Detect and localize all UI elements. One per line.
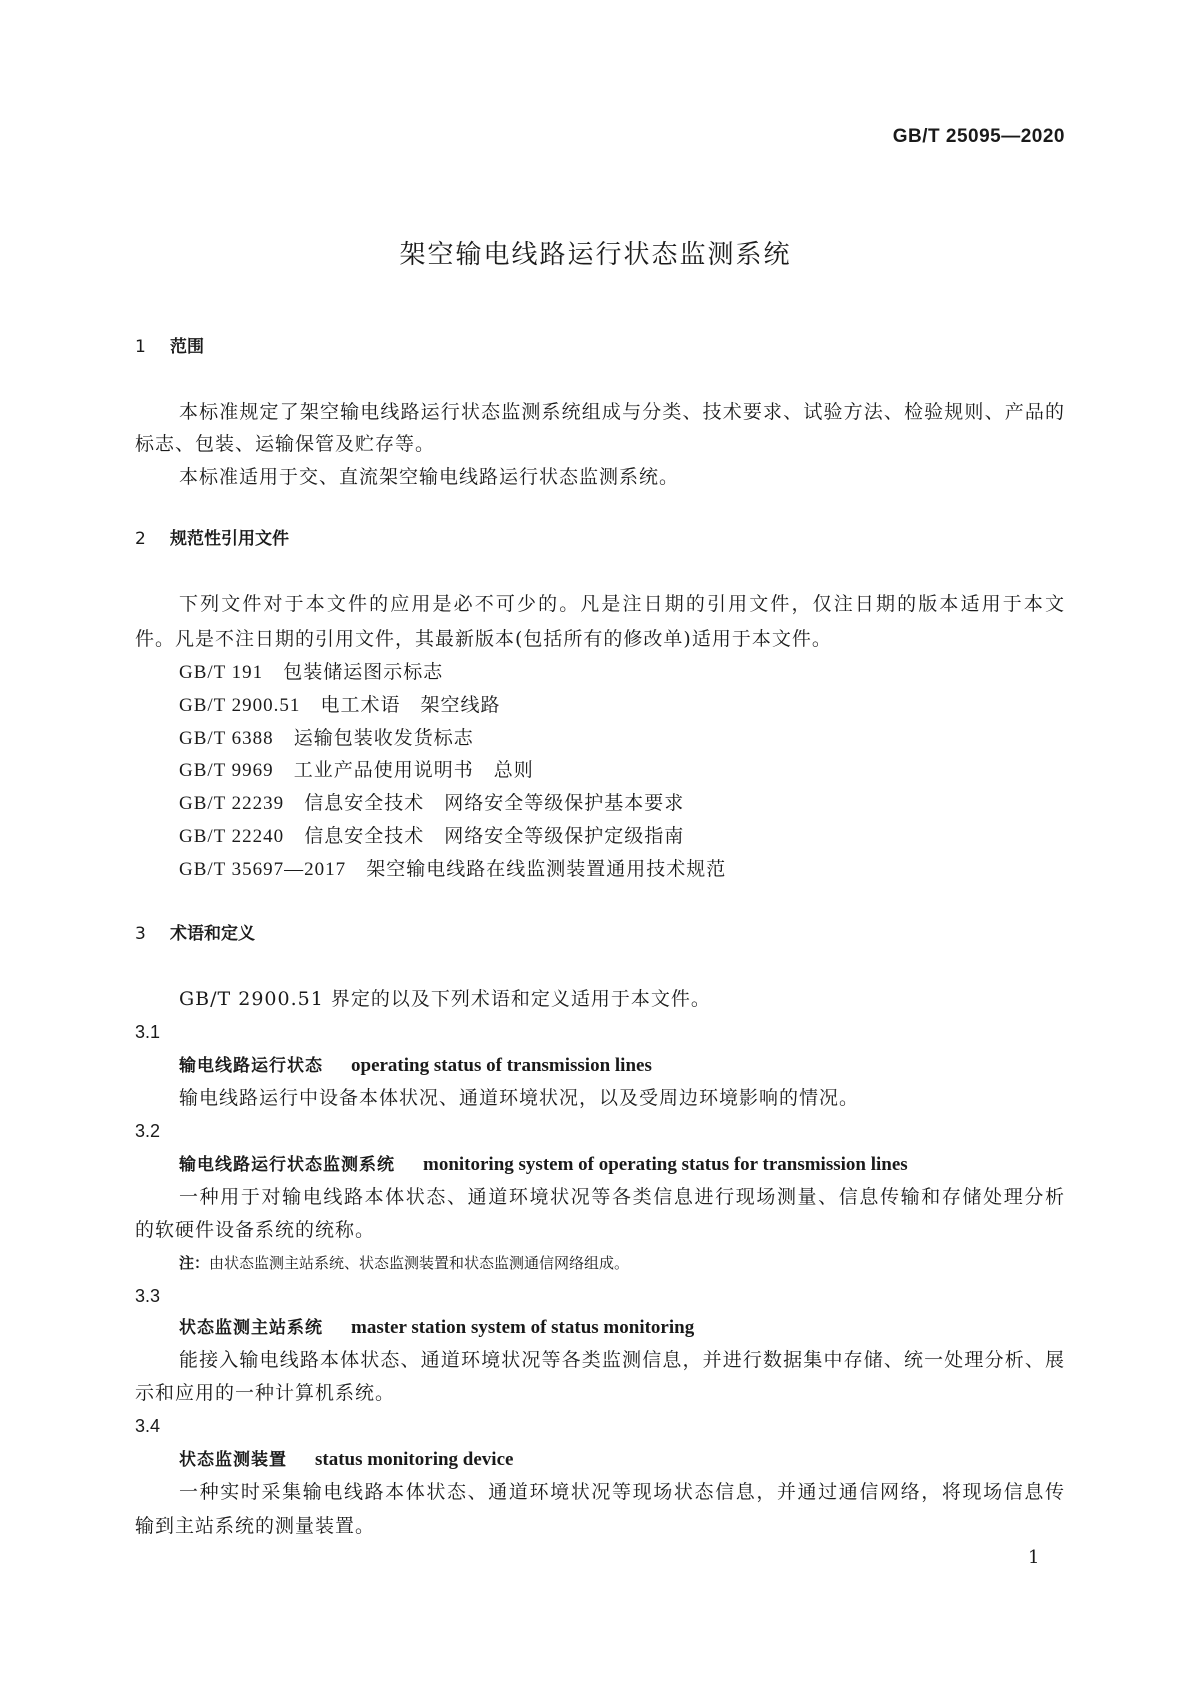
section-title: 术语和定义	[170, 924, 255, 944]
section-number: 1	[135, 337, 146, 357]
term-en: operating status of transmission lines	[351, 1055, 652, 1076]
definition-line: 输电线路运行中设备本体状况、通道环境状况，以及受周边环境影响的情况。	[179, 1087, 860, 1109]
note	[179, 1251, 629, 1275]
reference-item	[179, 790, 684, 816]
clause-number: 3.2	[135, 1121, 161, 1141]
clause-number: 3.1	[135, 1022, 161, 1042]
note-text: 由状态监测主站系统、状态监测装置和状态监测通信网络组成。	[209, 1254, 630, 1272]
reference-code: GB/T 22240	[179, 826, 285, 847]
reference-code: GB/T 6388	[179, 728, 274, 749]
term-heading	[179, 1053, 652, 1079]
section-1-heading	[135, 334, 204, 360]
note-label: 注：	[179, 1254, 210, 1272]
reference-code: GB/T 2900.51	[179, 695, 301, 716]
paragraph-line: GB/T 2900.51 界定的以及下列术语和定义适用于本文件。	[179, 988, 711, 1010]
term-en: status monitoring device	[315, 1449, 514, 1470]
reference-title: 包装储运图示标志	[283, 661, 444, 683]
definition-line: 一种用于对输电线路本体状态、通道环境状况等各类信息进行现场测量、信息传输和存储处理分析	[179, 1186, 1065, 1208]
section-2-heading	[135, 526, 289, 552]
reference-item	[179, 692, 500, 718]
section-title: 范围	[170, 337, 204, 357]
standard-code-header: GB/T 25095—2020	[892, 126, 1065, 147]
document-title: 架空输电线路运行状态监测系统	[399, 240, 792, 270]
reference-code: GB/T 22239	[179, 793, 285, 814]
reference-title: 运输包装收发货标志	[293, 727, 474, 749]
clause-number: 3.3	[135, 1286, 161, 1306]
definition-line: 的软硬件设备系统的统称。	[135, 1219, 376, 1241]
term-zh: 状态监测主站系统	[179, 1318, 323, 1338]
term-heading	[179, 1315, 694, 1341]
reference-item	[179, 856, 726, 882]
reference-item	[179, 823, 684, 849]
reference-title: 信息安全技术 网络安全等级保护定级指南	[304, 825, 685, 847]
reference-title: 工业产品使用说明书 总则	[293, 759, 534, 781]
section-title: 规范性引用文件	[170, 529, 289, 549]
page-number: 1	[1028, 1547, 1040, 1568]
term-heading	[179, 1447, 513, 1473]
section-number: 2	[135, 529, 146, 549]
reference-item	[179, 725, 474, 751]
definition-line: 输到主站系统的测量装置。	[135, 1515, 376, 1537]
definition-line: 示和应用的一种计算机系统。	[135, 1382, 396, 1404]
reference-item	[179, 757, 534, 783]
reference-title: 电工术语 架空线路	[320, 694, 501, 716]
paragraph-line: 标志、包装、运输保管及贮存等。	[135, 433, 436, 455]
definition-line: 一种实时采集输电线路本体状态、通道环境状况等现场状态信息，并通过通信网络，将现场信息传	[179, 1481, 1065, 1503]
reference-title: 架空输电线路在线监测装置通用技术规范	[366, 858, 727, 880]
term-en: monitoring system of operating status for transmission lines	[423, 1154, 908, 1175]
term-heading	[179, 1152, 908, 1178]
reference-code: GB/T 191	[179, 662, 264, 683]
section-3-heading	[135, 921, 255, 947]
term-zh: 状态监测装置	[179, 1450, 287, 1470]
clause-number: 3.4	[135, 1416, 161, 1436]
reference-code: GB/T 9969	[179, 760, 274, 781]
term-en: master station system of status monitoring	[351, 1317, 695, 1338]
definition-line: 能接入输电线路本体状态、通道环境状况等各类监测信息，并进行数据集中存储、统一处理分析、展	[179, 1349, 1065, 1371]
section-number: 3	[135, 924, 146, 944]
reference-item	[179, 659, 443, 685]
term-zh: 输电线路运行状态监测系统	[179, 1155, 395, 1175]
reference-title: 信息安全技术 网络安全等级保护基本要求	[304, 792, 685, 814]
term-zh: 输电线路运行状态	[179, 1056, 323, 1076]
paragraph-line: 下列文件对于本文件的应用是必不可少的。凡是注日期的引用文件，仅注日期的版本适用于本文	[179, 593, 1065, 615]
paragraph-line: 件。凡是不注日期的引用文件，其最新版本(包括所有的修改单)适用于本文件。	[135, 628, 832, 650]
paragraph-line: 本标准规定了架空输电线路运行状态监测系统组成与分类、技术要求、试验方法、检验规则、产品的	[179, 401, 1065, 423]
paragraph-line: 本标准适用于交、直流架空输电线路运行状态监测系统。	[179, 466, 680, 488]
reference-code: GB/T 35697—2017	[179, 859, 347, 880]
